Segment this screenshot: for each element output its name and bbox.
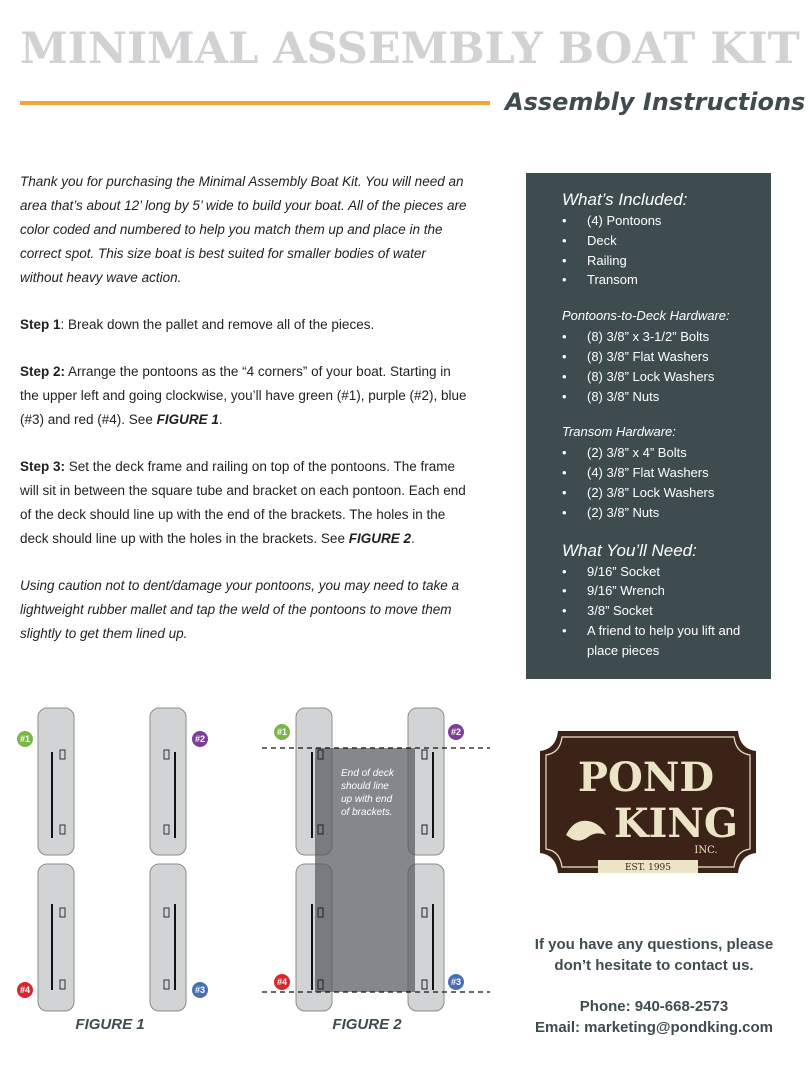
- deck-note-line-4: of brackets.: [341, 807, 393, 818]
- pontoon-2: [150, 708, 186, 855]
- parts-sidebar: [526, 173, 771, 679]
- figure-1: [17, 708, 208, 1033]
- contact-question-2: don’t hesitate to contact us.: [554, 957, 754, 974]
- need-list: [562, 562, 755, 661]
- contact-phone[interactable]: Phone: 940-668-2573: [579, 998, 729, 1015]
- included-list: [562, 211, 755, 290]
- list-item: • (8) 3/8” Flat Washers: [562, 347, 755, 367]
- transom-hardware-list: [562, 443, 755, 522]
- step-3: Step 3: Set the deck frame and railing on top of the pontoons. The frame will sit in between the square tube and bracket on each pontoon. Each end of the deck should line up with the end of the brackets. The holes in the deck should line up with the holes in the brackets. See FIGURE 2.: [20, 459, 466, 546]
- badge-1-label: #1: [276, 727, 288, 737]
- pond-king-logo: [536, 727, 760, 877]
- list-item: • (2) 3/8” x 4” Bolts: [562, 443, 755, 463]
- figure-1-label: FIGURE 1: [75, 1016, 145, 1033]
- badge-1-label: #1: [19, 734, 31, 744]
- figure-2-label: FIGURE 2: [332, 1016, 402, 1033]
- badge-2-label: #2: [194, 734, 206, 744]
- list-item: • (4) Pontoons: [562, 211, 755, 231]
- document-title: MINIMAL ASSEMBLY BOAT KIT: [20, 24, 800, 74]
- step-3-label: Step 3:: [20, 459, 66, 474]
- step-2-text: Arrange the pontoons as the “4 corners” of your boat. Starting in the upper left and going clockwise, you’ll have green (#1), purple (#2), blue (#3) and red (#4). See: [20, 364, 467, 427]
- step-2-figure-ref: FIGURE 1: [156, 412, 219, 427]
- logo-est: EST. 1995: [624, 863, 672, 873]
- deck-note-line-2: should line: [341, 781, 389, 792]
- step-2-label: Step 2:: [20, 364, 66, 379]
- step-1-text: : Break down the pallet and remove all of the pieces.: [60, 317, 375, 332]
- list-item: • (8) 3/8” Nuts: [562, 387, 755, 407]
- step-1: [20, 313, 470, 337]
- intro-paragraph: Thank you for purchasing the Minimal Assembly Boat Kit. You will need an area that’s about 12’ long by 5’ wide to build your boat. All of the pieces are color coded and numbered to help you match them up and place in the correct spot. This size boat is best suited for smaller bodies of water without heavy wave action.: [20, 174, 467, 285]
- list-item: • (8) 3/8” Lock Washers: [562, 367, 755, 387]
- list-item: • Deck: [562, 231, 755, 251]
- assembly-figures: [0, 690, 500, 1050]
- list-item: • 9/16” Wrench: [562, 581, 755, 601]
- badge-3-label: #3: [194, 985, 206, 995]
- step-1-label: Step 1: [20, 317, 61, 332]
- list-item: • Railing: [562, 251, 755, 271]
- list-item: • (2) 3/8” Lock Washers: [562, 483, 755, 503]
- caution-paragraph: Using caution not to dent/damage your pontoons, you may need to take a lightweight rubber mallet and tap the weld of the pontoons to move them slightly to get them lined up.: [20, 578, 460, 641]
- instructions-body: [20, 170, 470, 669]
- list-item: • 3/8” Socket: [562, 601, 755, 621]
- list-item: • (4) 3/8” Flat Washers: [562, 463, 755, 483]
- list-item: • 9/16” Socket: [562, 562, 755, 582]
- deck-note-line-1: End of deck: [341, 768, 394, 779]
- title-underline: [20, 101, 490, 105]
- logo-king: KING: [613, 800, 739, 847]
- document-subtitle: Assembly Instructions: [505, 88, 806, 116]
- logo-inc: INC.: [694, 845, 718, 856]
- pontoon-hardware-heading: Pontoons-to-Deck Hardware:: [562, 308, 730, 324]
- list-item: • (8) 3/8” x 3-1/2” Bolts: [562, 327, 755, 347]
- contact-email[interactable]: Email: marketing@pondking.com: [535, 1019, 773, 1036]
- badge-4-label: #4: [19, 985, 31, 995]
- included-heading: What’s Included:: [562, 190, 688, 209]
- pontoon-hardware-list: [562, 327, 755, 406]
- pontoon-1: [38, 708, 74, 855]
- step-2: Step 2: Arrange the pontoons as the “4 corners” of your boat. Starting in the upper left and going clockwise, you’ll have green (#1), purple (#2), blue (#3) and red (#4). See FIGURE 1.: [20, 364, 467, 427]
- logo-pond: POND: [577, 754, 715, 801]
- deck-note-line-3: up with end: [341, 794, 393, 805]
- badge-3-label: #3: [450, 977, 462, 987]
- step-3-figure-ref: FIGURE 2: [348, 531, 411, 546]
- contact-block: [524, 934, 784, 1038]
- figure-2: [262, 708, 490, 1033]
- list-item: • (2) 3/8” Nuts: [562, 503, 755, 523]
- list-item: • A friend to help you lift and place pieces: [562, 621, 755, 661]
- badge-4-label: #4: [276, 977, 288, 987]
- step-3-text: Set the deck frame and railing on top of the pontoons. The frame will sit in between the square tube and bracket on each pontoon. Each end of the deck should line up with the end of the brackets. The holes in the deck should line up with the holes in the brackets. See: [20, 459, 466, 546]
- transom-hardware-heading: Transom Hardware:: [562, 424, 676, 440]
- list-item: • Transom: [562, 270, 755, 290]
- badge-2-label: #2: [450, 727, 462, 737]
- pontoon-4: [38, 864, 74, 1011]
- need-heading: What You’ll Need:: [562, 540, 697, 560]
- contact-question-1: If you have any questions, please: [534, 936, 774, 953]
